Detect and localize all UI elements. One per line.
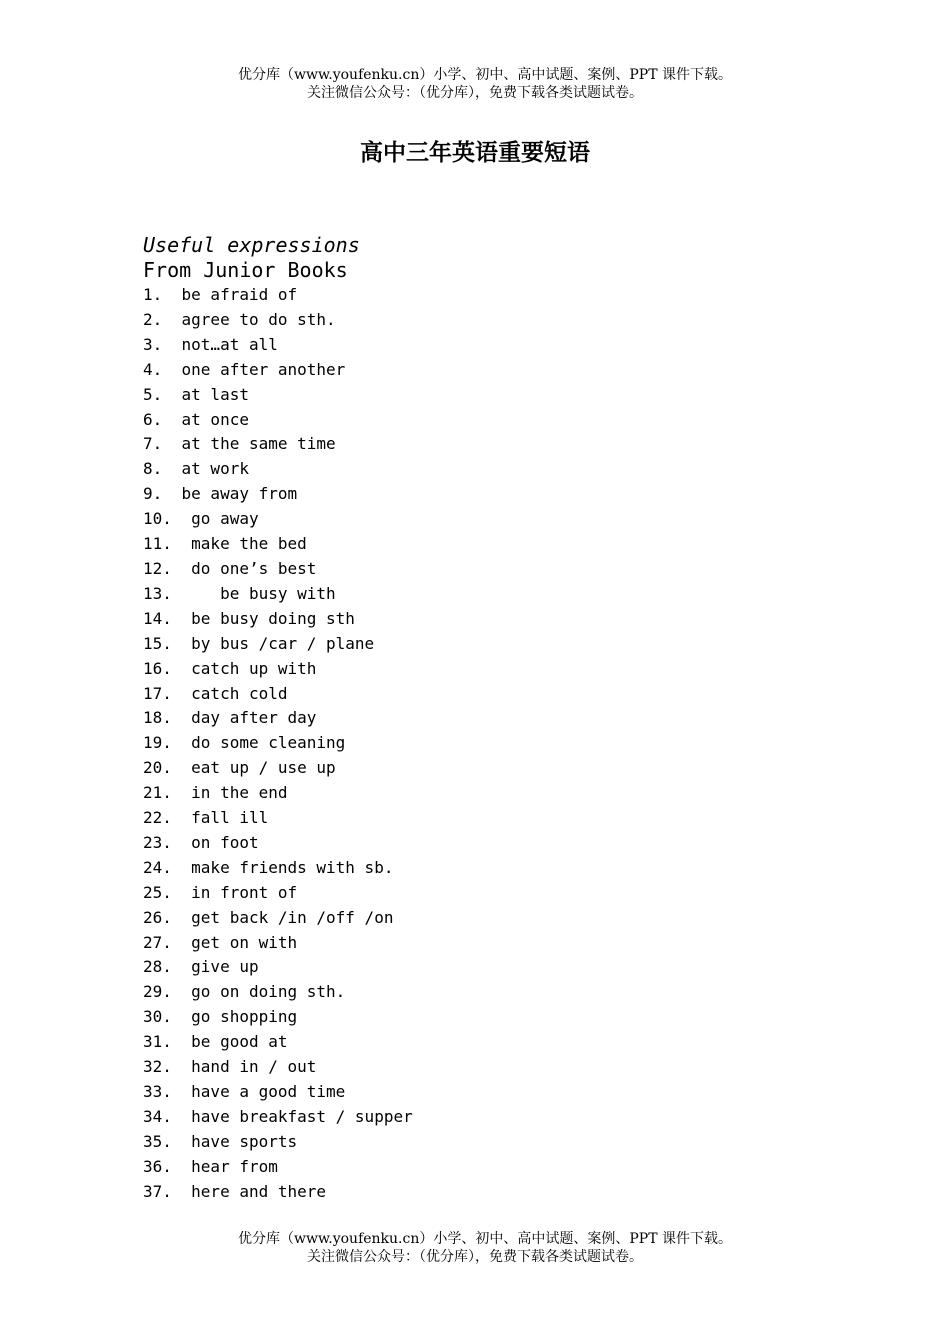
phrase-item: 32. hand in / out (143, 1057, 317, 1077)
phrase-item: 19. do some cleaning (143, 733, 346, 753)
page-footer (0, 1230, 950, 1266)
phrase-item: 7. at the same time (143, 434, 336, 454)
phrase-item: 1. be afraid of (143, 285, 298, 304)
phrase-item: 17. catch cold (143, 683, 288, 703)
phrase-item: 24. make friends with sb. (143, 857, 394, 877)
phrase-item: 6. at once (143, 409, 249, 429)
footer-line-2: 关注微信公众号：（优分库），免费下载各类试题试卷。 (307, 1249, 643, 1265)
phrase-item: 21. in the end (143, 783, 288, 803)
phrase-item: 36. hear from (143, 1156, 278, 1176)
phrase-item: 18. day after day (143, 708, 317, 728)
section-title: Useful expressions (143, 233, 360, 257)
phrase-item: 33. have a good time (143, 1082, 346, 1101)
phrase-item: 8. at work (143, 459, 249, 479)
phrase-item: 10. go away (143, 509, 259, 529)
header-line-2: 关注微信公众号：（优分库），免费下载各类试题试卷。 (307, 85, 643, 101)
phrase-item: 15. by bus /car / plane (143, 633, 375, 653)
phrase-item: 22. fall ill (143, 808, 269, 828)
phrase-item: 35. have sports (143, 1131, 298, 1151)
document-title: 高中三年英语重要短语 (360, 140, 590, 166)
phrase-item: 2. agree to do sth. (143, 309, 336, 329)
phrase-item: 20. eat up / use up (143, 758, 336, 778)
phrase-list (143, 283, 413, 1205)
phrase-item: 11. make the bed (143, 534, 307, 554)
phrase-item: 29. go on doing sth. (143, 982, 346, 1002)
subsection-title: From Junior Books (143, 258, 348, 282)
phrase-item: 16. catch up with (143, 658, 317, 678)
phrase-item: 37. here and there (143, 1181, 327, 1201)
header-line-1: 优分库（www.youfenku.cn）小学、初中、高中试题、案例、PPT 课件下载。 (237, 67, 732, 83)
phrase-item: 34. have breakfast / supper (143, 1106, 413, 1126)
phrase-item: 30. go shopping (143, 1007, 298, 1027)
phrase-item: 27. get on with (143, 932, 298, 952)
footer-line-1: 优分库（www.youfenku.cn）小学、初中、高中试题、案例、PPT 课件下载。 (237, 1231, 732, 1247)
phrase-item: 28. give up (143, 957, 259, 977)
phrase-item: 5. at last (143, 384, 249, 404)
phrase-item: 31. be good at (143, 1032, 288, 1052)
phrase-item: 12. do one’s best (143, 558, 317, 578)
phrase-item: 13. be busy with (143, 583, 336, 603)
phrase-item: 9. be away from (143, 484, 298, 504)
phrase-item: 25. in front of (143, 882, 298, 902)
phrase-item: 4. one after another (143, 359, 346, 379)
page-header (0, 66, 950, 102)
phrase-item: 26. get back /in /off /on (143, 907, 394, 927)
phrase-item: 14. be busy doing sth (143, 608, 355, 628)
phrase-item: 23. on foot (143, 832, 259, 852)
phrase-item: 3. not…at all (143, 334, 278, 354)
document-body (143, 233, 413, 1205)
